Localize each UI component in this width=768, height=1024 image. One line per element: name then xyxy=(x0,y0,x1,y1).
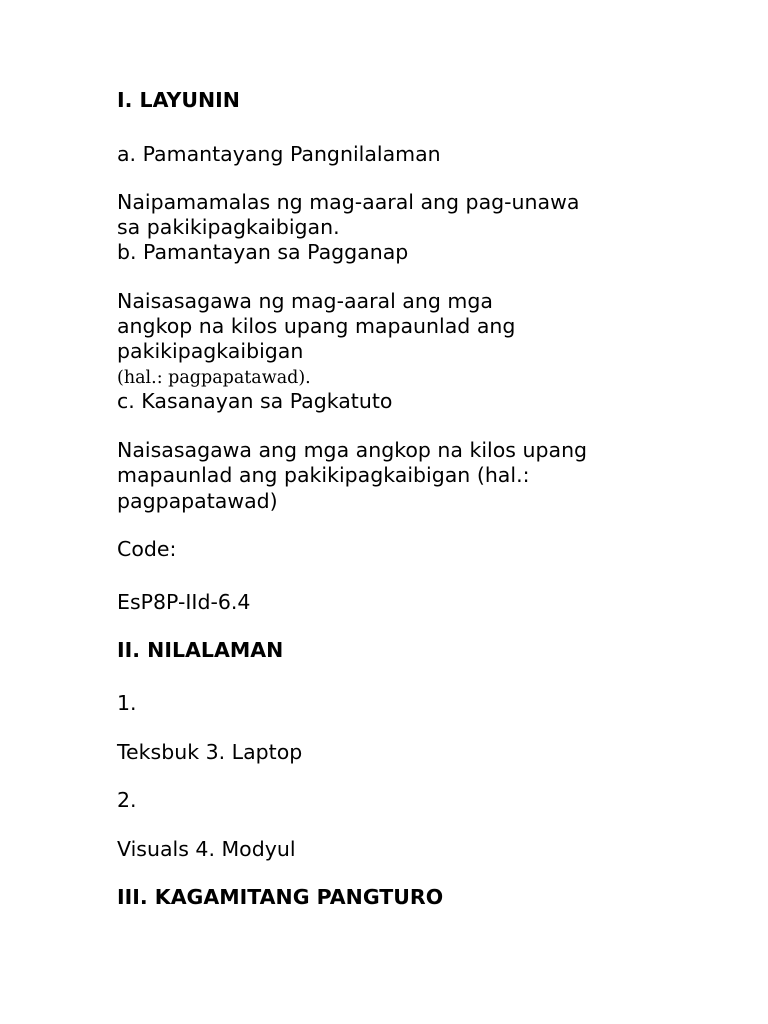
section-heading-nilalaman: II. NILALAMAN xyxy=(117,638,284,662)
item-b-text-line-1: Naisasagawa ng mag-aaral ang mga xyxy=(117,289,493,313)
section-heading-layunin: I. LAYUNIN xyxy=(117,88,240,112)
list-number-1: 1. xyxy=(117,691,137,715)
item-b-text-line-3: pakikipagkaibigan xyxy=(117,339,304,363)
item-c-text-line-3: pagpapatawad) xyxy=(117,489,278,513)
code-value: EsP8P-IId-6.4 xyxy=(117,590,251,614)
list-text-1: Teksbuk 3. Laptop xyxy=(117,740,303,764)
item-a-text-line-2: sa pakikipagkaibigan. xyxy=(117,215,340,239)
item-c-label: c. Kasanayan sa Pagkatuto xyxy=(117,389,393,413)
item-b-label: b. Pamantayan sa Pagganap xyxy=(117,240,409,264)
item-a-label: a. Pamantayang Pangnilalaman xyxy=(117,142,441,166)
list-text-2: Visuals 4. Modyul xyxy=(117,837,296,861)
section-heading-kagamitang-pangturo: III. KAGAMITANG PANGTURO xyxy=(117,885,444,909)
item-c-text-line-2: mapaunlad ang pakikipagkaibigan (hal.: xyxy=(117,463,530,487)
list-number-2: 2. xyxy=(117,788,137,812)
item-b-text-line-4: (hal.: pagpapatawad). xyxy=(117,368,311,388)
item-b-text-line-2: angkop na kilos upang mapaunlad ang xyxy=(117,314,516,338)
item-c-text-line-1: Naisasagawa ang mga angkop na kilos upang xyxy=(117,438,588,462)
code-label: Code: xyxy=(117,537,177,561)
item-a-text-line-1: Naipamamalas ng mag-aaral ang pag-unawa xyxy=(117,190,580,214)
